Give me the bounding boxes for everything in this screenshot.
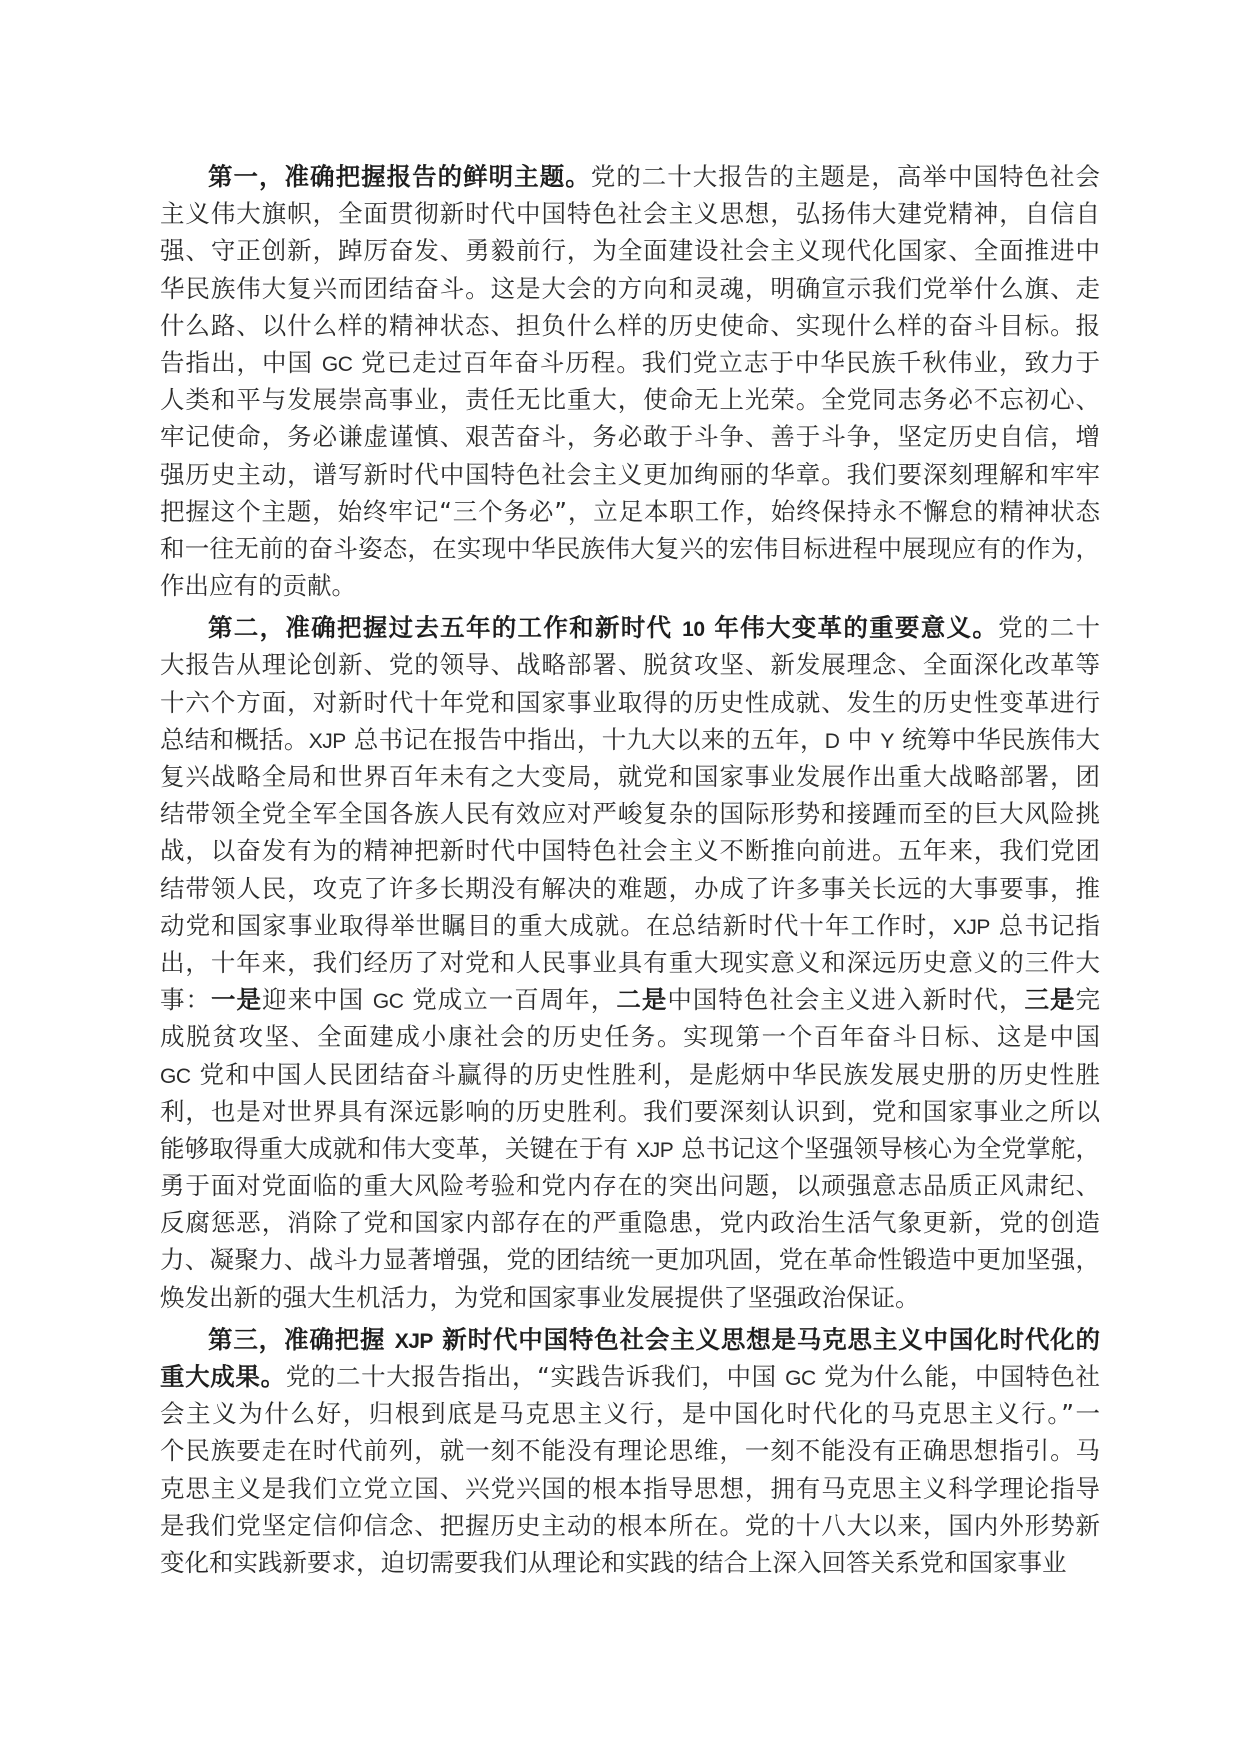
text-line <box>160 646 1100 683</box>
paragraph-3 <box>160 1321 1100 1581</box>
text-line <box>160 493 1100 530</box>
text-line <box>160 721 1100 758</box>
text-line <box>160 567 1100 604</box>
text-line <box>160 1093 1100 1130</box>
text-line <box>160 1432 1100 1469</box>
text-line <box>160 832 1100 869</box>
paragraph-1 <box>160 158 1100 604</box>
bold-text: 第一，准确把握报告的鲜明主题。 <box>208 162 591 191</box>
text-run: 勇于面对党面临的重大风险考验和党内存在的突出问题，以顽强意志品质正风肃纪、 <box>160 1171 1100 1201</box>
text-run: 大报告从理论创新、党的领导、战略部署、脱贫攻坚、新发展理念、全面深化改革等 <box>160 650 1100 680</box>
text-run: 党的二十 <box>998 613 1101 643</box>
text-line <box>160 270 1100 307</box>
text-line <box>160 195 1100 232</box>
text-run: D <box>824 729 840 753</box>
text-run: 是我们党坚定信仰信念、把握历史主动的根本所在。党的十八大以来，国内外形势新 <box>160 1510 1100 1540</box>
text-run: 能够取得重大成就和伟大变革，关键在于有 <box>160 1133 637 1163</box>
text-line <box>160 1167 1100 1204</box>
text-line <box>160 944 1100 981</box>
text-run: 牢记使命，务必谦虚谨慎、艰苦奋斗，务必敢于斗争、善于斗争，坚定历史自信，增 <box>160 422 1100 452</box>
text-run: 个民族要走在时代前列，就一刻不能没有理论思维，一刻不能没有正确思想指引。马 <box>160 1436 1100 1466</box>
text-line <box>160 609 1100 646</box>
text-line <box>160 1507 1100 1544</box>
bold-text: 第三，准确把握 <box>208 1324 395 1354</box>
bold-text: 年伟大变革的重要意义。 <box>704 613 999 643</box>
text-run: 党和中国人民团结奋斗赢得的历史性胜利，是彪炳中华民族发展史册的历史性胜 <box>190 1059 1100 1089</box>
paragraph-2 <box>160 609 1100 1316</box>
bold-text: 一是 <box>211 985 263 1015</box>
text-run: 迎来中国 <box>262 985 373 1015</box>
text-run: 强历史主动，谱写新时代中国特色社会主义更加绚丽的华章。我们要深刻理解和牢牢 <box>160 459 1100 489</box>
text-run: 动党和国家事业取得举世瞩目的重大成就。在总结新时代十年工作时， <box>160 910 953 940</box>
text-line <box>160 1241 1100 1278</box>
text-run: 出，十年来，我们经历了对党和人民事业具有重大现实意义和深远历史意义的三件大 <box>160 947 1100 977</box>
text-run: GC <box>321 352 353 376</box>
text-line <box>160 381 1100 418</box>
text-run: 十六个方面，对新时代十年党和国家事业取得的历史性成就、发生的历史性变革进行 <box>160 687 1100 717</box>
text-run: 事： <box>160 985 212 1015</box>
text-run: 党为什么能，中国特色社 <box>815 1362 1101 1391</box>
text-run: 完 <box>1075 985 1101 1015</box>
text-run: XJP <box>308 729 346 753</box>
text-run: 统筹中华民族伟大 <box>893 724 1100 754</box>
text-run: 什么路、以什么样的精神状态、担负什么样的历史使命、实现什么样的奋斗目标。报 <box>160 310 1100 340</box>
text-run: Y <box>880 729 894 753</box>
body-text <box>160 158 1100 1581</box>
text-line <box>160 758 1100 795</box>
text-run: 人类和平与发展崇高事业，责任无比重大，使命无上光荣。全党同志务必不忘初心、 <box>160 385 1100 415</box>
text-line <box>160 1204 1100 1241</box>
text-run: 告指出，中国 <box>160 347 322 377</box>
text-line <box>160 344 1100 381</box>
text-run: 焕发出新的强大生机活力，为党和国家事业发展提供了坚强政治保证。 <box>160 1282 920 1312</box>
text-line <box>160 456 1100 493</box>
text-run: 战，以奋发有为的精神把新时代中国特色社会主义不断推向前进。五年来，我们党团 <box>160 836 1100 866</box>
text-line <box>160 307 1100 344</box>
text-line <box>160 1395 1100 1432</box>
text-run: 力、凝聚力、战斗力显著增强，党的团结统一更加巩固，党在革命性锻造中更加坚强， <box>160 1245 1100 1275</box>
text-run: 强、守正创新，踔厉奋发、勇毅前行，为全面建设社会主义现代化国家、全面推进中 <box>160 236 1100 266</box>
text-run: 结带领人民，攻克了许多长期没有解决的难题，办成了许多事关长远的大事要事，推 <box>160 873 1100 903</box>
text-run: GC <box>785 1367 816 1390</box>
text-run: 党的二十大报告指出，“实践告诉我们，中国 <box>285 1362 786 1391</box>
text-run: 变化和实践新要求，迫切需要我们从理论和实践的结合上深入回答关系党和国家事业 <box>160 1547 1067 1577</box>
text-run: 中 <box>839 724 881 754</box>
text-run: 党成立一百周年， <box>403 985 617 1015</box>
text-run: 会主义为什么好，归根到底是马克思主义行，是中国化时代化的马克思主义行。”一 <box>160 1399 1100 1429</box>
text-line <box>160 158 1100 195</box>
bold-text: XJP <box>394 1329 433 1353</box>
text-line <box>160 232 1100 269</box>
text-line <box>160 1358 1100 1395</box>
text-run: XJP <box>952 915 990 939</box>
bold-text: 第二，准确把握过去五年的工作和新时代 <box>208 613 683 643</box>
text-run: XJP <box>636 1138 674 1162</box>
text-run: 总结和概括。 <box>160 724 309 754</box>
text-line <box>160 1544 1100 1581</box>
text-run: 中国特色社会主义进入新时代， <box>667 985 1025 1015</box>
text-run: 作出应有的贡献。 <box>160 571 356 601</box>
text-run: 利，也是对世界具有深远影响的历史胜利。我们要深刻认识到，党和国家事业之所以 <box>160 1096 1100 1126</box>
text-line <box>160 907 1100 944</box>
text-line <box>160 1321 1100 1358</box>
bold-text: 三是 <box>1024 985 1076 1015</box>
text-run: 成脱贫攻坚、全面建成小康社会的历史任务。实现第一个百年奋斗日标、这是中国 <box>160 1022 1100 1052</box>
text-run: 把握这个主题，始终牢记“三个务必”，立足本职工作，始终保持永不懈怠的精神状态 <box>160 496 1100 526</box>
text-line <box>160 870 1100 907</box>
text-run: GC <box>160 1064 191 1088</box>
text-line <box>160 795 1100 832</box>
text-run: GC <box>372 990 404 1014</box>
text-run: 反腐惩恶，消除了党和国家内部存在的严重隐患，党内政治生活气象更新，党的创造 <box>160 1208 1100 1238</box>
text-run: 总书记指 <box>989 910 1101 940</box>
text-run: 克思主义是我们立党立国、兴党兴国的根本指导思想，拥有马克思主义科学理论指导 <box>160 1473 1100 1503</box>
text-line <box>160 530 1100 567</box>
bold-text: 新时代中国特色社会主义思想是马克思主义中国化时代化的 <box>432 1324 1101 1354</box>
text-run: 和一往无前的奋斗姿态，在实现中华民族伟大复兴的宏伟目标进程中展现应有的作为， <box>160 533 1100 563</box>
text-line <box>160 1279 1100 1316</box>
text-run: 总书记这个坚强领导核心为全党掌舵， <box>673 1133 1100 1163</box>
text-run: 党的二十大报告的主题是，高举中国特色社会 <box>590 162 1101 191</box>
text-line <box>160 1470 1100 1507</box>
text-run: 主义伟大旗帜，全面贯彻新时代中国特色社会主义思想，弘扬伟大建党精神，自信自 <box>160 199 1100 229</box>
text-line <box>160 1130 1100 1167</box>
bold-text: 重大成果。 <box>160 1362 286 1391</box>
text-run: 复兴战略全局和世界百年未有之大变局，就党和国家事业发展作出重大战略部署，团 <box>160 762 1100 791</box>
text-run: 结带领全党全军全国各族人民有效应对严峻复杂的国际形势和接踵而至的巨大风险挑 <box>160 799 1100 829</box>
text-line <box>160 1056 1100 1093</box>
text-run: 党已走过百年奋斗历程。我们党立志于中华民族千秋伟业，致力于 <box>352 347 1100 377</box>
text-line <box>160 684 1100 721</box>
bold-text: 二是 <box>616 985 668 1015</box>
text-run: 华民族伟大复兴而团结奋斗。这是大会的方向和灵魂，明确宣示我们党举什么旗、走 <box>160 273 1100 303</box>
bold-text: 10 <box>682 618 705 642</box>
text-line <box>160 1018 1100 1055</box>
text-line <box>160 981 1100 1018</box>
text-run: 总书记在报告中指出，十九大以来的五年， <box>345 724 825 754</box>
text-line <box>160 418 1100 455</box>
